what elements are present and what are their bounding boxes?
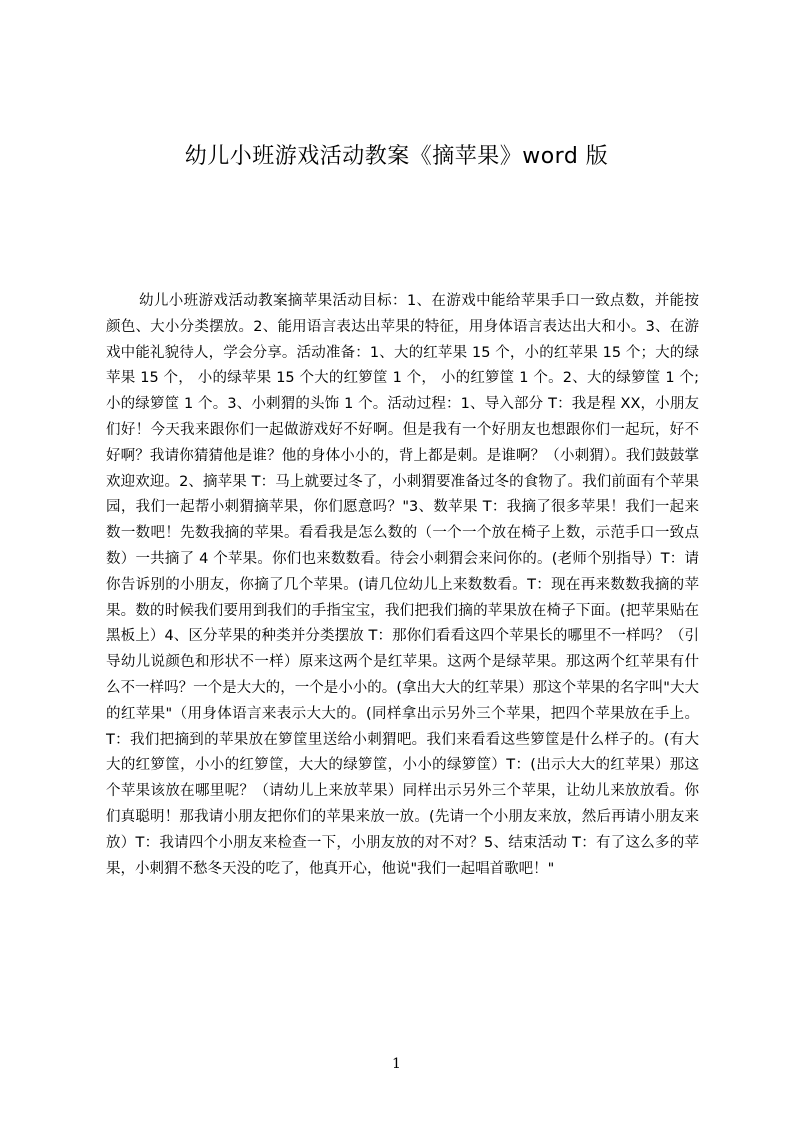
document-body-paragraph: 幼儿小班游戏活动教案摘苹果活动目标：1、在游戏中能给苹果手口一致点数，并能按颜色、大小分类摆放。2、能用语言表达出苹果的特征，用身体语言表达出大和小。3、在游戏中能礼貌待人，学会分享。活动准备：1、大的红苹果 15 个，小的红苹果 15 个；大的绿苹果 15 个， 小的绿苹果 15 个大的红箩筐 1 个， 小的红箩筐 1 个。2、大的绿箩筐 1 个;小的绿箩筐 1 个。3、小刺猬的头饰 1 个。活动过程：1、导入部分 T：我是程 XX，小朋友们好！今天我来跟你们一起做游戏好不好啊。但是我有一个好朋友也想跟你们一起玩，好不好啊？我请你猜猜他是谁？他的身体小小的，背上都是刺。是谁啊？（小刺猬）。我们鼓鼓掌欢迎欢迎。2、摘苹果 T：马上就要过冬了，小刺猬要准备过冬的食物了。我们前面有个苹果园，我们一起帮小刺猬摘苹果，你们愿意吗？"3、数苹果 T：我摘了很多苹果！我们一起来数一数吧！先数我摘的苹果。看看我是怎么数的（一个一个放在椅子上数，示范手口一致点数）一共摘了 4 个苹果。你们也来数数看。待会小刺猬会来问你的。(老师个别指导）T：请你告诉别的小朋友，你摘了几个苹果。(请几位幼儿上来数数看。T：现在再来数数我摘的苹果。数的时候我们要用到我们的手指宝宝，我们把我们摘的苹果放在椅子下面。(把苹果贴在黑板上）4、区分苹果的种类并分类摆放 T：那你们看看这四个苹果长的哪里不一样吗？（引导幼儿说颜色和形状不一样）原来这两个是红苹果。这两个是绿苹果。那这两个红苹果有什么不一样吗？一个是大大的，一个是小小的。(拿出大大的红苹果）那这个苹果的名字叫"大大的红苹果"（用身体语言来表示大大的。(同样拿出示另外三个苹果，把四个苹果放在手上。T：我们把摘到的苹果放在箩筐里送给小刺猬吧。我们来看看这些箩筐是什么样子的。(有大大的红箩筐，小小的红箩筐，大大的绿箩筐，小小的绿箩筐）T：(出示大大的红苹果）那这个苹果该放在哪里呢？（请幼儿上来放苹果）同样出示另外三个苹果，让幼儿来放放看。你们真聪明！那我请小朋友把你们的苹果来放一放。(先请一个小朋友来放，然后再请小朋友来放）T：我请四个小朋友来检查一下，小朋友放的对不对？5、结束活动 T：有了这么多的苹果，小刺猬不愁冬天没的吃了，他真开心，他说"我们一起唱首歌吧！" [106,293,699,877]
document-title: 幼儿小班游戏活动教案《摘苹果》word 版 [184,144,609,169]
page-number: 1 [392,1056,401,1072]
